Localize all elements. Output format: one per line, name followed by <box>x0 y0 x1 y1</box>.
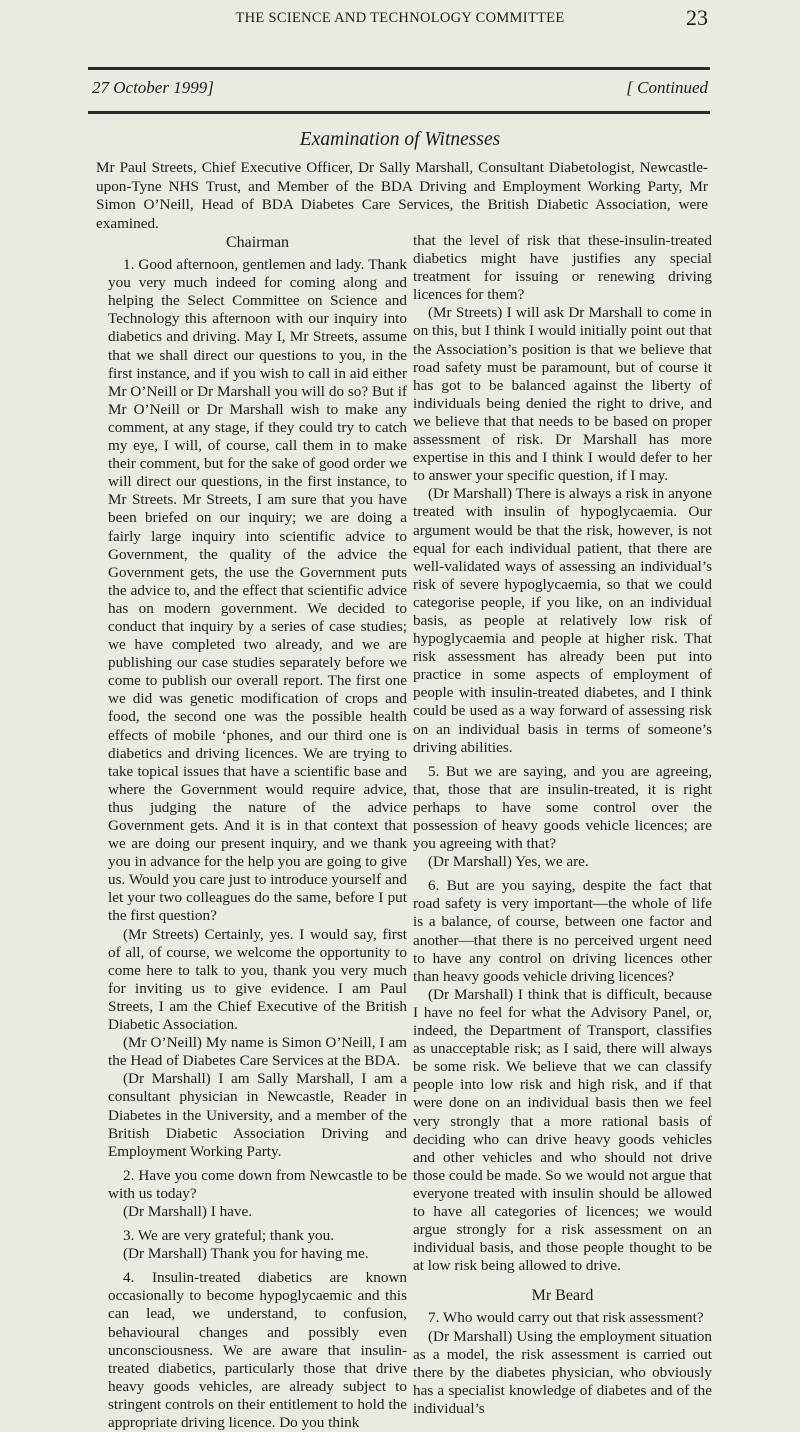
paragraph: (Mr O’Neill) My name is Simon O’Neill, I am the Head of Diabetes Care Services at the BDA. <box>108 1034 407 1070</box>
paragraph: (Mr Streets) I will ask Dr Marshall to come in on this, but I think I would initially point out that the Association’s position is that we believe that road safety must be paramount, but of course it has got to be balanced against the liberty of individuals being denied the right to drive, and we believe that that needs to be based on proper assessment of risk. Dr Marshall has more expertise in this and I think I would defer to her to answer your specific question, if I may. <box>413 304 712 485</box>
sitting-date: 27 October 1999] <box>92 78 214 97</box>
left-column <box>108 232 407 1432</box>
paragraph: 3. We are very grateful; thank you. <box>123 1227 335 1245</box>
paragraph: (Dr Marshall) I think that is difficult, because I have no feel for what the Advisory Panel, or, indeed, the Department of Transport, classifies as unacceptable risk; as I said, there will always be some risk. We believe that we can classify people into low risk and high risk, and if that were done on an individual basis then we feel very strongly that a more rational basis of deciding who can drive heavy goods vehicles and other vehicles and who should not drive those could be made. So we would not argue that everyone treated with insulin should be allowed to have all categories of licences; we would argue strongly for a risk assessment on an individual basis, and those people thought to be at low risk being allowed to drive. <box>413 985 712 1275</box>
paragraph: (Dr Marshall) I have. <box>123 1202 253 1220</box>
paragraph: 2. Have you come down from Newcastle to be with us today? <box>108 1166 407 1202</box>
paragraph: 6. But are you saying, despite the fact that road safety is very important—the whole of life is a balance, of course, between one factor and another—that there is no perceived urgent need to have any control on driving licences other than heavy goods vehicle driving licences? <box>413 877 712 985</box>
paragraph: (Dr Marshall) There is always a risk in anyone treated with insulin of hypoglycaemia. Our argument would be that the risk, however, is not equal for each individual patient, that there are well-validated ways of assessing an individual’s risk of severe hypoglycaemia, so that we could categorise people, if you like, on an individual basis, as people at relatively low risk of hypoglycaemia and people at higher risk. That risk assessment has already been put into practice in some aspects of employment of people with insulin-treated diabetes, and I think could be used as a way forward of assessing risk on an individual basis in terms of someone’s driving abilities. <box>413 485 712 756</box>
paragraph: (Dr Marshall) Using the employment situation as a model, the risk assessment is carried out there by the diabetes physician, who obviously has a specialist knowledge of diabetes and of the individual’s <box>413 1327 712 1417</box>
continued-label: [ Continued <box>626 78 708 97</box>
paragraph: (Dr Marshall) I am Sally Marshall, I am a consultant physician in Newcastle, Reader in Diabetes in the University, and a member of the British Diabetic Association Driving and Employment Working Party. <box>108 1070 407 1160</box>
paragraph: (Dr Marshall) Yes, we are. <box>428 853 589 871</box>
speaker-heading-mr-beard: Mr Beard <box>531 1287 594 1305</box>
section-title: Examination of Witnesses <box>299 129 501 150</box>
running-title: THE SCIENCE AND TECHNOLOGY COMMITTEE <box>235 10 565 26</box>
top-rule <box>88 67 710 70</box>
paragraph: (Mr Streets) Certainly, yes. I would say, first of all, of course, we welcome the opportunity to come here to talk to you, thank you very much for inviting us to give evidence. I am Paul Streets, I am the Chief Executive of the British Diabetic Association. <box>108 925 407 1034</box>
paragraph: (Dr Marshall) Thank you for having me. <box>123 1245 369 1263</box>
header-rule <box>88 111 710 114</box>
right-column <box>413 232 712 1418</box>
witness-list: Mr Paul Streets, Chief Executive Officer, Dr Sally Marshall, Consultant Diabetologist, Newcastle-upon-Tyne NHS Trust, and Member of the BDA Driving and Employment Working Party, Mr Simon O’Neill, Head of BDA Diabetes Care Services, the British Diabetic Association, were examined. <box>96 159 708 232</box>
paragraph: 4. Insulin-treated diabetics are known occasionally to become hypoglycaemic and this can lead, we understand, to confusion, behavioural changes and possibly even unconsciousness. We are aware that insulin-treated diabetics, particularly those that drive heavy goods vehicles, are already subject to stringent controls on their entitlement to hold the appropriate driving licence. Do you think <box>108 1269 407 1431</box>
paragraph: 1. Good afternoon, gentlemen and lady. Thank you very much indeed for coming along and helping the Select Committee on Science and Technology this afternoon with our inquiry into diabetics and driving. May I, Mr Streets, assume that we shall direct our questions to you, in the first instance, and if you wish to call in aid either Mr O’Neill or Dr Marshall you will do so? But if Mr O’Neill or Dr Marshall wish to make any comment, at any stage, if they could try to catch my eye, I will, of course, call them in to make their comment, but for the sake of good order we will direct our questions, in the first instance, to Mr Streets. Mr Streets, I am sure that you have been briefed on our inquiry; we are doing a fairly large inquiry into scientific advice to Government, the quality of the advice the Government gets, the use the Government puts the advice to, and the effect that scientific advice has on modern government. We decided to conduct that inquiry by a series of case studies; we have completed two already, and we are publishing our case studies separately before we come to publish our overall report. The first one we did was genetic modification of crops and food, the second one was the possible health effects of mobile ‘phones, and our third one is diabetics and driving licences. We are trying to take topical issues that have a scientific base and where the Government would require advice, thus judging the nature of the advice Government gets. And it is in that context that we are doing our present inquiry, and we thank you in advance for the help you are going to give us. Would you care just to introduce yourself and let your two colleagues do the same, before I put the first question? <box>108 256 407 925</box>
paragraph: 7. Who would carry out that risk assessment? <box>428 1309 704 1327</box>
paragraph: 5. But we are saying, and you are agreeing, that, those that are insulin-treated, it is right perhaps to have some control over the possession of heavy goods vehicle licences; are you agreeing with that? <box>413 762 712 853</box>
paragraph: that the level of risk that these-insulin-treated diabetics might have justifies any special treatment for issuing or renewing driving licences for them? <box>413 232 712 304</box>
speaker-heading-chairman: Chairman <box>225 234 290 251</box>
page-number: 23 <box>686 5 708 30</box>
